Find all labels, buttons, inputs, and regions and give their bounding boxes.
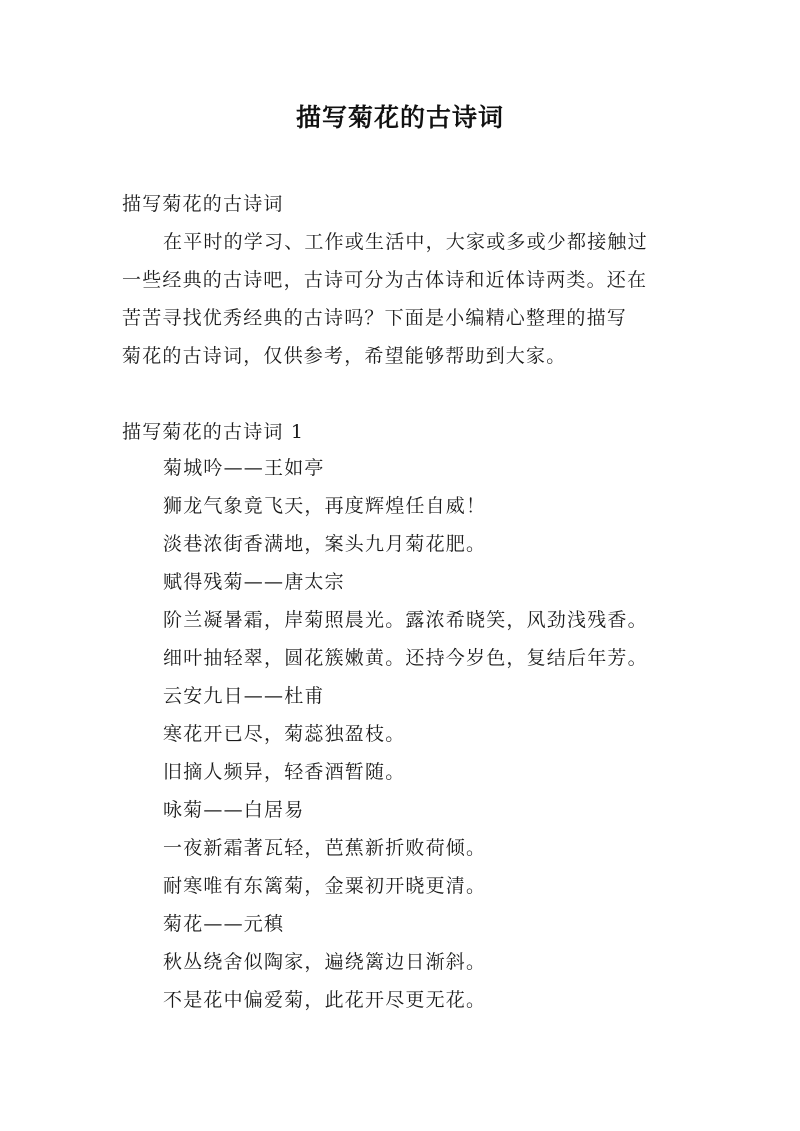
document-title: 描写菊花的古诗词 xyxy=(295,103,504,132)
poem-line: 赋得残菊——唐太宗 xyxy=(163,571,345,593)
poem-line: 阶兰凝暑霜，岸菊照晨光。露浓希晓笑，风劲浅残香。 xyxy=(163,609,648,631)
poem-line: 菊城吟——王如亭 xyxy=(163,457,325,479)
intro-line-3: 苦苦寻找优秀经典的古诗吗？下面是小编精心整理的描写 xyxy=(122,307,628,329)
intro-line-2: 一些经典的古诗吧，古诗可分为古体诗和近体诗两类。还在 xyxy=(122,269,648,291)
poem-line: 菊花——元稹 xyxy=(163,913,285,935)
poem-line: 不是花中偏爱菊，此花开尽更无花。 xyxy=(163,989,487,1011)
poem-line: 淡巷浓街香满地，案头九月菊花肥。 xyxy=(163,533,487,555)
section-heading: 描写菊花的古诗词 1 xyxy=(122,421,305,443)
poem-line: 旧摘人频异，轻香酒暂随。 xyxy=(163,761,406,783)
poem-line: 一夜新霜著瓦轻，芭蕉新折败荷倾。 xyxy=(163,837,487,859)
poem-line: 咏菊——白居易 xyxy=(163,799,305,821)
poem-line: 细叶抽轻翠，圆花簇嫩黄。还持今岁色，复结后年芳。 xyxy=(163,647,648,669)
poem-line: 秋丛绕舍似陶家，遍绕篱边日渐斜。 xyxy=(163,951,487,973)
intro-heading: 描写菊花的古诗词 xyxy=(122,193,284,215)
poem-line: 云安九日——杜甫 xyxy=(163,685,325,707)
poem-line: 狮龙气象竟飞天，再度辉煌任自威！ xyxy=(163,495,487,517)
intro-line-1: 在平时的学习、工作或生活中，大家或多或少都接触过 xyxy=(163,231,648,253)
poem-line: 耐寒唯有东篱菊，金粟初开晓更清。 xyxy=(163,875,487,897)
poem-line: 寒花开已尽，菊蕊独盈枝。 xyxy=(163,723,406,745)
intro-line-4: 菊花的古诗词，仅供参考，希望能够帮助到大家。 xyxy=(122,345,567,367)
